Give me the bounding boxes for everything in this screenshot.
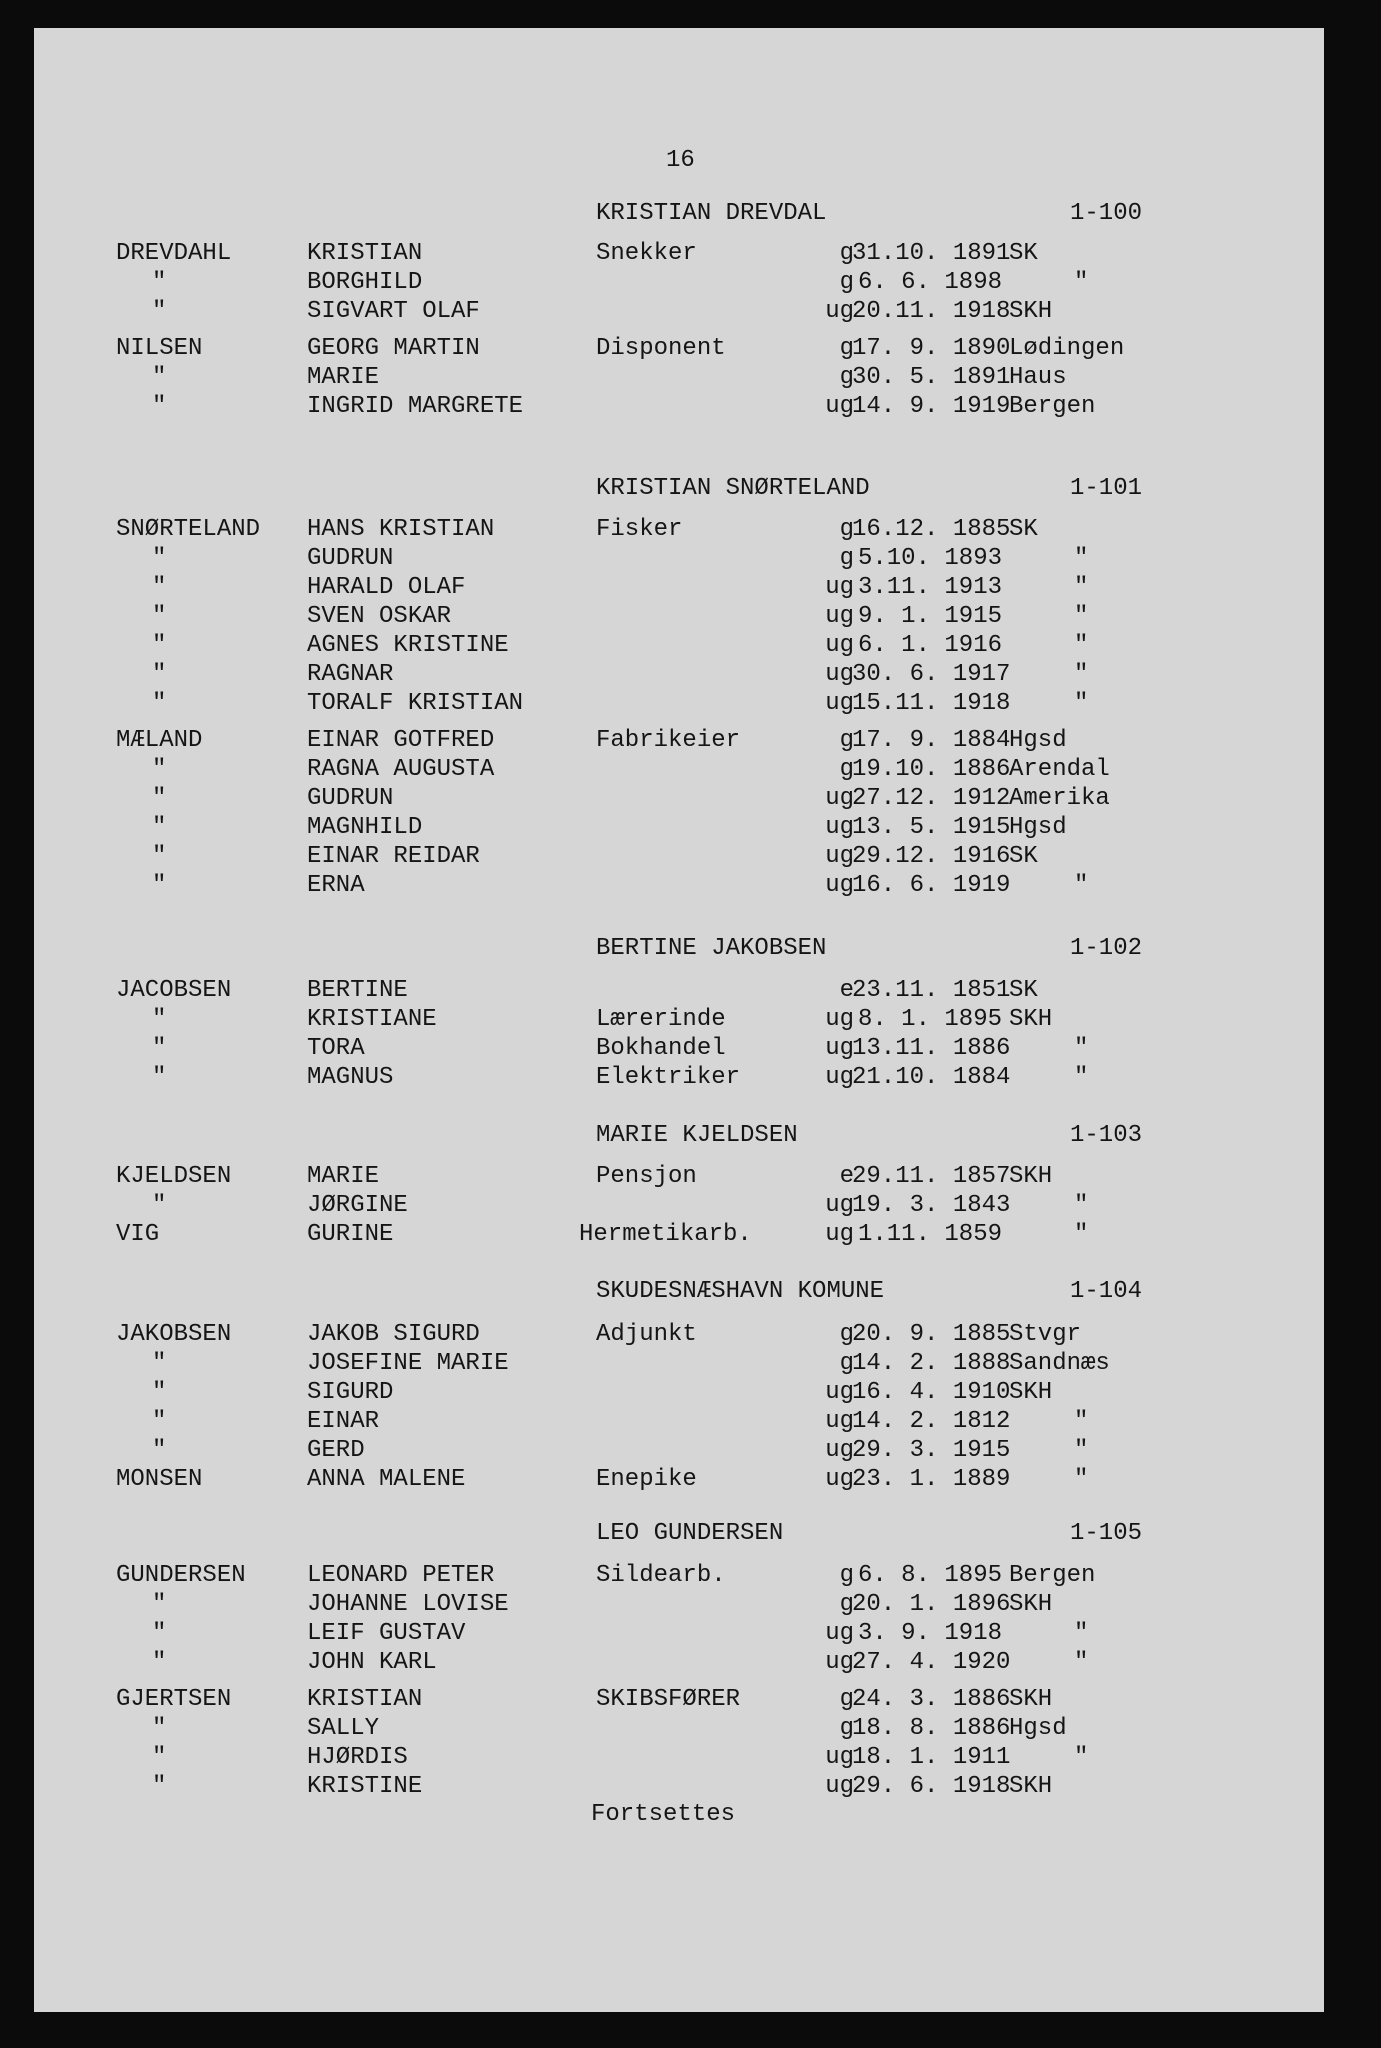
- first-name: MARIE: [307, 364, 380, 391]
- marital-status: ug: [825, 1064, 854, 1091]
- surname: ": [152, 1192, 167, 1219]
- birth-place: ": [1074, 603, 1089, 630]
- first-name: INGRID MARGRETE: [307, 393, 524, 420]
- occupation: Bokhandel: [596, 1035, 726, 1062]
- occupation: SKIBSFØRER: [596, 1686, 741, 1713]
- birth-date: 27. 4. 1920: [852, 1649, 1011, 1676]
- surname: MONSEN: [116, 1466, 203, 1493]
- surname: ": [152, 1408, 167, 1435]
- birth-date: 20.11. 1918: [852, 298, 1011, 325]
- birth-place: SK: [1009, 516, 1038, 543]
- first-name: JOSEFINE MARIE: [307, 1350, 509, 1377]
- birth-place: SK: [1009, 843, 1038, 870]
- first-name: MARIE: [307, 1163, 380, 1190]
- surname: ": [152, 269, 167, 296]
- marital-status: ug: [825, 1744, 854, 1771]
- birth-date: 14. 2. 1888: [852, 1350, 1011, 1377]
- first-name: EINAR GOTFRED: [307, 727, 495, 754]
- first-name: EINAR: [307, 1408, 380, 1435]
- birth-date: 31.10. 1891: [852, 240, 1011, 267]
- marital-status: ug: [825, 393, 854, 420]
- birth-date: 27.12. 1912: [852, 785, 1011, 812]
- surname: VIG: [116, 1221, 160, 1248]
- birth-place: ": [1074, 574, 1089, 601]
- surname: GUNDERSEN: [116, 1562, 246, 1589]
- birth-date: 3. 9. 1918: [857, 1620, 1002, 1647]
- first-name: LEIF GUSTAV: [307, 1620, 466, 1647]
- first-name: SIGVART OLAF: [307, 298, 480, 325]
- birth-place: ": [1074, 1649, 1089, 1676]
- surname: ": [152, 1350, 167, 1377]
- surname: ": [152, 756, 167, 783]
- birth-place: ": [1074, 1221, 1089, 1248]
- birth-place: ": [1074, 690, 1089, 717]
- surname: DREVDAHL: [116, 240, 232, 267]
- surname: ": [152, 1649, 167, 1676]
- birth-place: ": [1074, 1466, 1089, 1493]
- birth-place: SKH: [1009, 298, 1053, 325]
- birth-date: 20. 1. 1896: [852, 1591, 1011, 1618]
- surname: GJERTSEN: [116, 1686, 232, 1713]
- birth-place: SKH: [1009, 1591, 1053, 1618]
- surname: JACOBSEN: [116, 977, 232, 1004]
- birth-date: 15.11. 1918: [852, 690, 1011, 717]
- birth-date: 8. 1. 1895: [857, 1006, 1002, 1033]
- first-name: BERTINE: [307, 977, 408, 1004]
- birth-place: SKH: [1009, 1773, 1053, 1800]
- birth-place: Hgsd: [1009, 1715, 1067, 1742]
- surname: KJELDSEN: [116, 1163, 232, 1190]
- marital-status: ug: [825, 814, 854, 841]
- household-title: MARIE KJELDSEN: [596, 1122, 798, 1149]
- marital-status: ug: [825, 1620, 854, 1647]
- birth-place: Amerika: [1009, 785, 1110, 812]
- marital-status: ug: [825, 632, 854, 659]
- birth-date: 18. 8. 1886: [852, 1715, 1011, 1742]
- birth-date: 16. 4. 1910: [852, 1379, 1011, 1406]
- census-page: [34, 28, 1324, 2012]
- birth-date: 29.12. 1916: [852, 843, 1011, 870]
- birth-place: Lødingen: [1009, 335, 1125, 362]
- household-title: KRISTIAN SNØRTELAND: [596, 475, 870, 502]
- birth-place: ": [1074, 1408, 1089, 1435]
- surname: ": [152, 298, 167, 325]
- birth-place: SK: [1009, 977, 1038, 1004]
- marital-status: ug: [825, 1649, 854, 1676]
- marital-status: e: [839, 1163, 854, 1190]
- household-title: SKUDESNÆSHAVN KOMUNE: [596, 1278, 885, 1305]
- first-name: GERD: [307, 1437, 365, 1464]
- marital-status: g: [839, 269, 854, 296]
- first-name: KRISTIAN: [307, 1686, 423, 1713]
- first-name: JØRGINE: [307, 1192, 408, 1219]
- occupation: Pensjon: [596, 1163, 697, 1190]
- surname: ": [152, 872, 167, 899]
- birth-place: ": [1074, 872, 1089, 899]
- marital-status: ug: [825, 1192, 854, 1219]
- surname: ": [152, 632, 167, 659]
- surname: ": [152, 1379, 167, 1406]
- birth-date: 21.10. 1884: [852, 1064, 1011, 1091]
- marital-status: g: [839, 545, 854, 572]
- first-name: HANS KRISTIAN: [307, 516, 495, 543]
- birth-place: ": [1074, 1064, 1089, 1091]
- marital-status: ug: [825, 785, 854, 812]
- birth-place: SK: [1009, 240, 1038, 267]
- occupation: Hermetikarb.: [579, 1221, 752, 1248]
- first-name: GUDRUN: [307, 785, 394, 812]
- surname: ": [152, 1006, 167, 1033]
- footer-continued: Fortsettes: [591, 1801, 736, 1828]
- marital-status: ug: [825, 661, 854, 688]
- birth-date: 13. 5. 1915: [852, 814, 1011, 841]
- birth-place: ": [1074, 1620, 1089, 1647]
- marital-status: g: [839, 1562, 854, 1589]
- occupation: Elektriker: [596, 1064, 741, 1091]
- surname: ": [152, 843, 167, 870]
- marital-status: g: [839, 727, 854, 754]
- first-name: KRISTIANE: [307, 1006, 437, 1033]
- birth-date: 6. 8. 1895: [857, 1562, 1002, 1589]
- birth-place: ": [1074, 1035, 1089, 1062]
- household-code: 1-103: [1070, 1122, 1143, 1149]
- birth-place: Bergen: [1009, 1562, 1096, 1589]
- marital-status: ug: [825, 603, 854, 630]
- birth-date: 14. 9. 1919: [852, 393, 1011, 420]
- household-code: 1-101: [1070, 475, 1143, 502]
- surname: ": [152, 1715, 167, 1742]
- household-title: LEO GUNDERSEN: [596, 1520, 784, 1547]
- occupation: Lærerinde: [596, 1006, 726, 1033]
- surname: ": [152, 814, 167, 841]
- first-name: KRISTIAN: [307, 240, 423, 267]
- marital-status: g: [839, 516, 854, 543]
- first-name: JOHANNE LOVISE: [307, 1591, 509, 1618]
- page-number-line: [34, 146, 695, 175]
- birth-date: 20. 9. 1885: [852, 1321, 1011, 1348]
- first-name: EINAR REIDAR: [307, 843, 480, 870]
- surname: ": [152, 1744, 167, 1771]
- birth-date: 5.10. 1893: [857, 545, 1002, 572]
- birth-date: 3.11. 1913: [857, 574, 1002, 601]
- birth-date: 17. 9. 1884: [852, 727, 1011, 754]
- marital-status: g: [839, 1321, 854, 1348]
- marital-status: ug: [825, 1379, 854, 1406]
- marital-status: g: [839, 1715, 854, 1742]
- marital-status: ug: [825, 298, 854, 325]
- household-code: 1-105: [1070, 1520, 1143, 1547]
- birth-date: 6. 1. 1916: [857, 632, 1002, 659]
- first-name: JOHN KARL: [307, 1649, 437, 1676]
- birth-date: 14. 2. 1812: [852, 1408, 1011, 1435]
- marital-status: ug: [825, 1773, 854, 1800]
- birth-date: 9. 1. 1915: [857, 603, 1002, 630]
- occupation: Disponent: [596, 335, 726, 362]
- first-name: GUDRUN: [307, 545, 394, 572]
- first-name: HJØRDIS: [307, 1744, 408, 1771]
- household-code: 1-100: [1070, 200, 1143, 227]
- footer-line: [34, 1800, 736, 1829]
- surname: JAKOBSEN: [116, 1321, 232, 1348]
- first-name: SVEN OSKAR: [307, 603, 452, 630]
- first-name: MAGNHILD: [307, 814, 423, 841]
- birth-date: 16. 6. 1919: [852, 872, 1011, 899]
- first-name: ERNA: [307, 872, 365, 899]
- birth-date: 19.10. 1886: [852, 756, 1011, 783]
- birth-place: ": [1074, 1744, 1089, 1771]
- birth-date: 29. 6. 1918: [852, 1773, 1011, 1800]
- birth-place: SKH: [1009, 1686, 1053, 1713]
- birth-place: Bergen: [1009, 393, 1096, 420]
- marital-status: ug: [825, 1035, 854, 1062]
- first-name: KRISTINE: [307, 1773, 423, 1800]
- marital-status: g: [839, 1591, 854, 1618]
- first-name: RAGNAR: [307, 661, 394, 688]
- occupation: Adjunkt: [596, 1321, 697, 1348]
- marital-status: g: [839, 335, 854, 362]
- surname: ": [152, 393, 167, 420]
- first-name: MAGNUS: [307, 1064, 394, 1091]
- household-title: KRISTIAN DREVDAL: [596, 200, 827, 227]
- birth-place: Arendal: [1009, 756, 1110, 783]
- occupation: Sildearb.: [596, 1562, 726, 1589]
- first-name: JAKOB SIGURD: [307, 1321, 480, 1348]
- birth-date: 23. 1. 1889: [852, 1466, 1011, 1493]
- first-name: AGNES KRISTINE: [307, 632, 509, 659]
- surname: ": [152, 545, 167, 572]
- marital-status: ug: [825, 1408, 854, 1435]
- first-name: RAGNA AUGUSTA: [307, 756, 495, 783]
- birth-place: SKH: [1009, 1006, 1053, 1033]
- birth-place: SKH: [1009, 1379, 1053, 1406]
- occupation: Fisker: [596, 516, 683, 543]
- first-name: TORA: [307, 1035, 365, 1062]
- surname: ": [152, 1620, 167, 1647]
- marital-status: ug: [825, 843, 854, 870]
- birth-date: 24. 3. 1886: [852, 1686, 1011, 1713]
- birth-date: 1.11. 1859: [857, 1221, 1002, 1248]
- marital-status: ug: [825, 1437, 854, 1464]
- surname: ": [152, 1437, 167, 1464]
- birth-date: 30. 5. 1891: [852, 364, 1011, 391]
- birth-place: Hgsd: [1009, 727, 1067, 754]
- first-name: GEORG MARTIN: [307, 335, 480, 362]
- birth-place: Stvgr: [1009, 1321, 1082, 1348]
- marital-status: ug: [825, 574, 854, 601]
- birth-date: 17. 9. 1890: [852, 335, 1011, 362]
- birth-place: Sandnæs: [1009, 1350, 1110, 1377]
- surname: ": [152, 785, 167, 812]
- first-name: HARALD OLAF: [307, 574, 466, 601]
- marital-status: g: [839, 1686, 854, 1713]
- birth-date: 13.11. 1886: [852, 1035, 1011, 1062]
- surname: ": [152, 1591, 167, 1618]
- birth-place: ": [1074, 1192, 1089, 1219]
- first-name: ANNA MALENE: [307, 1466, 466, 1493]
- marital-status: e: [839, 977, 854, 1004]
- marital-status: g: [839, 756, 854, 783]
- marital-status: g: [839, 240, 854, 267]
- birth-date: 6. 6. 1898: [857, 269, 1002, 296]
- birth-place: Haus: [1009, 364, 1067, 391]
- first-name: GURINE: [307, 1221, 394, 1248]
- surname: SNØRTELAND: [116, 516, 261, 543]
- birth-place: ": [1074, 632, 1089, 659]
- marital-status: ug: [825, 1466, 854, 1493]
- birth-place: ": [1074, 269, 1089, 296]
- surname: ": [152, 603, 167, 630]
- surname: ": [152, 1064, 167, 1091]
- first-name: SIGURD: [307, 1379, 394, 1406]
- surname: ": [152, 661, 167, 688]
- surname: ": [152, 1035, 167, 1062]
- birth-date: 16.12. 1885: [852, 516, 1011, 543]
- birth-place: ": [1074, 661, 1089, 688]
- occupation: Fabrikeier: [596, 727, 741, 754]
- household-title: BERTINE JAKOBSEN: [596, 935, 827, 962]
- marital-status: ug: [825, 1006, 854, 1033]
- marital-status: g: [839, 364, 854, 391]
- birth-place: ": [1074, 1437, 1089, 1464]
- marital-status: g: [839, 1350, 854, 1377]
- birth-date: 18. 1. 1911: [852, 1744, 1011, 1771]
- first-name: LEONARD PETER: [307, 1562, 495, 1589]
- first-name: TORALF KRISTIAN: [307, 690, 524, 717]
- marital-status: ug: [825, 1221, 854, 1248]
- birth-date: 29.11. 1857: [852, 1163, 1011, 1190]
- birth-place: ": [1074, 545, 1089, 572]
- surname: MÆLAND: [116, 727, 203, 754]
- surname: ": [152, 690, 167, 717]
- occupation: Snekker: [596, 240, 697, 267]
- surname: ": [152, 1773, 167, 1800]
- marital-status: ug: [825, 872, 854, 899]
- household-code: 1-104: [1070, 1278, 1143, 1305]
- birth-date: 19. 3. 1843: [852, 1192, 1011, 1219]
- surname: ": [152, 364, 167, 391]
- birth-date: 30. 6. 1917: [852, 661, 1011, 688]
- birth-date: 29. 3. 1915: [852, 1437, 1011, 1464]
- surname: ": [152, 574, 167, 601]
- page-number: 16: [666, 147, 695, 174]
- occupation: Enepike: [596, 1466, 697, 1493]
- birth-place: Hgsd: [1009, 814, 1067, 841]
- birth-place: SKH: [1009, 1163, 1053, 1190]
- birth-date: 23.11. 1851: [852, 977, 1011, 1004]
- surname: NILSEN: [116, 335, 203, 362]
- first-name: SALLY: [307, 1715, 380, 1742]
- marital-status: ug: [825, 690, 854, 717]
- first-name: BORGHILD: [307, 269, 423, 296]
- household-code: 1-102: [1070, 935, 1143, 962]
